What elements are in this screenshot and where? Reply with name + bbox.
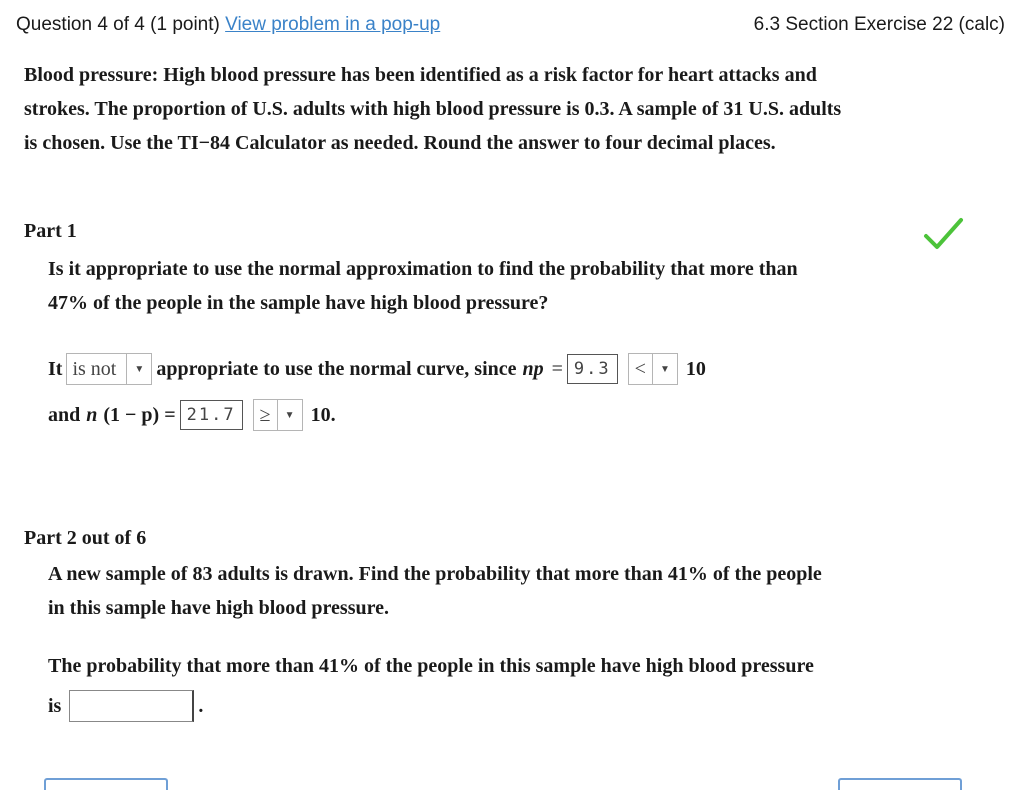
np-input[interactable]: 9.3 bbox=[567, 354, 618, 384]
appropriate-select[interactable] bbox=[66, 353, 152, 385]
part2-prompt bbox=[48, 649, 814, 683]
part2-question-line-1: A new sample of 83 adults is drawn. Find the probability that more than 41% of the people bbox=[48, 563, 822, 585]
part2-answer-line bbox=[48, 690, 203, 722]
n-label: n bbox=[86, 403, 98, 426]
one-minus-p-expr: (1 − p) = bbox=[103, 403, 176, 426]
period: . bbox=[198, 694, 204, 717]
part1-answer-line-1 bbox=[48, 353, 706, 385]
and-label: and bbox=[48, 403, 81, 426]
part1-question-line-2: 47% of the people in the sample have high blood pressure? bbox=[48, 292, 549, 314]
chevron-down-icon: ▼ bbox=[652, 354, 677, 384]
part1-answer-line-2 bbox=[48, 399, 336, 431]
bottom-left-button[interactable] bbox=[44, 778, 168, 790]
problem-line-1: Blood pressure: High blood pressure has been identified as a risk factor for heart attacks and bbox=[24, 64, 817, 86]
part1-question bbox=[48, 252, 798, 320]
part2-prompt-line-1: The probability that more than 41% of the people in this sample have high blood pressure bbox=[48, 655, 814, 677]
check-icon bbox=[922, 216, 964, 252]
part1-question-line-1: Is it appropriate to use the normal approximation to find the probability that more than bbox=[48, 258, 798, 280]
part2-question-line-2: in this sample have high blood pressure. bbox=[48, 597, 390, 619]
part2-question bbox=[48, 557, 822, 625]
comparison-select-1-value: < bbox=[634, 357, 646, 380]
after-select-text: appropriate to use the normal curve, since bbox=[156, 357, 517, 380]
section-label: 6.3 Section Exercise 22 (calc) bbox=[753, 14, 1005, 35]
probability-answer-input[interactable] bbox=[69, 690, 194, 722]
is-label: is bbox=[48, 694, 62, 717]
threshold-1: 10 bbox=[685, 357, 706, 380]
part1-title: Part 1 bbox=[24, 220, 77, 242]
nq-input[interactable]: 21.7 bbox=[180, 400, 243, 430]
problem-line-3: is chosen. Use the TI−84 Calculator as needed. Round the answer to four decimal places. bbox=[24, 132, 776, 154]
header-bar bbox=[0, 0, 1024, 52]
chevron-down-icon: ▼ bbox=[277, 400, 302, 430]
threshold-2: 10. bbox=[310, 403, 336, 426]
part2-title: Part 2 out of 6 bbox=[24, 527, 147, 549]
appropriate-select-value: is not bbox=[72, 357, 117, 380]
comparison-select-1[interactable] bbox=[628, 353, 678, 385]
it-label: It bbox=[48, 357, 63, 380]
question-counter: Question 4 of 4 (1 point) bbox=[16, 14, 220, 35]
bottom-right-button[interactable] bbox=[838, 778, 962, 790]
comparison-select-2-value: ≥ bbox=[259, 403, 271, 426]
chevron-down-icon: ▼ bbox=[126, 354, 151, 384]
popup-link[interactable]: View problem in a pop-up bbox=[225, 14, 441, 35]
problem-line-2: strokes. The proportion of U.S. adults with high blood pressure is 0.3. A sample of 31 U.S. adults bbox=[24, 98, 842, 120]
np-label: np bbox=[522, 357, 544, 380]
problem-statement bbox=[24, 58, 994, 160]
question-info bbox=[16, 14, 440, 36]
equals-sign: = bbox=[551, 357, 563, 380]
comparison-select-2[interactable] bbox=[253, 399, 303, 431]
